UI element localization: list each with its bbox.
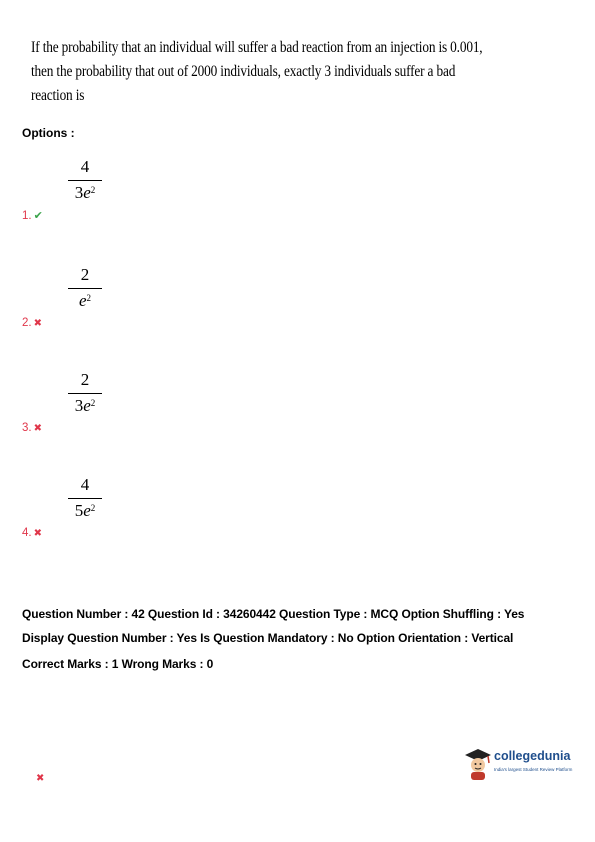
fraction-bar: [68, 180, 102, 181]
option-4-numerator: 4: [80, 475, 90, 494]
option-3-denominator: $3e^2$: [74, 396, 96, 415]
fraction-bar: [68, 393, 102, 394]
option-3-fraction: [68, 370, 102, 416]
question-meta-line-2: Display Question Number : Yes Is Question Mandatory : No Option Orientation : Vertical: [22, 631, 514, 645]
question-meta-line-3: Correct Marks : 1 Wrong Marks : 0: [22, 657, 214, 671]
option-1-number: 1. ✔: [22, 210, 43, 222]
option-4-denominator: $5e^2$: [74, 501, 96, 520]
cross-icon: ✖: [33, 528, 42, 539]
option-1-denominator: $3e^2$: [74, 183, 96, 202]
option-3-number: 3. ✖: [22, 422, 42, 434]
question-line-3: reaction is: [31, 87, 85, 104]
fraction-bar: [68, 498, 102, 499]
cross-icon: ✖: [36, 773, 45, 784]
fraction-bar: [68, 288, 102, 289]
logo-tagline: India's largest Student Review Platform: [494, 767, 573, 772]
check-icon: ✔: [33, 210, 43, 222]
option-2-numerator: 2: [80, 265, 90, 284]
option-3-numerator: 2: [80, 370, 90, 389]
question-line-1: If the probability that an individual will suffer a bad reaction from an injection is 0.001,: [31, 39, 483, 56]
options-label: Options :: [22, 126, 75, 140]
option-4-fraction: [68, 475, 102, 521]
option-2-number: 2. ✖: [22, 317, 42, 329]
cross-icon: ✖: [33, 318, 42, 329]
question-text: [31, 36, 483, 108]
question-meta-line-1: Question Number : 42 Question Id : 34260442 Question Type : MCQ Option Shuffling : Yes: [22, 607, 525, 621]
option-4-number: 4. ✖: [22, 527, 42, 539]
collegedunia-logo: [463, 746, 583, 780]
question-line-2: then the probability that out of 2000 individuals, exactly 3 individuals suffer a bad: [31, 63, 456, 80]
logo-brand-text: collegedunia: [494, 749, 571, 763]
option-1-fraction: [68, 157, 102, 203]
option-2-fraction: [68, 265, 102, 311]
option-1-numerator: 4: [80, 157, 90, 176]
cross-icon: ✖: [33, 423, 42, 434]
option-2-denominator: $e^2$: [78, 291, 92, 310]
graduate-mascot-icon: [463, 746, 493, 780]
